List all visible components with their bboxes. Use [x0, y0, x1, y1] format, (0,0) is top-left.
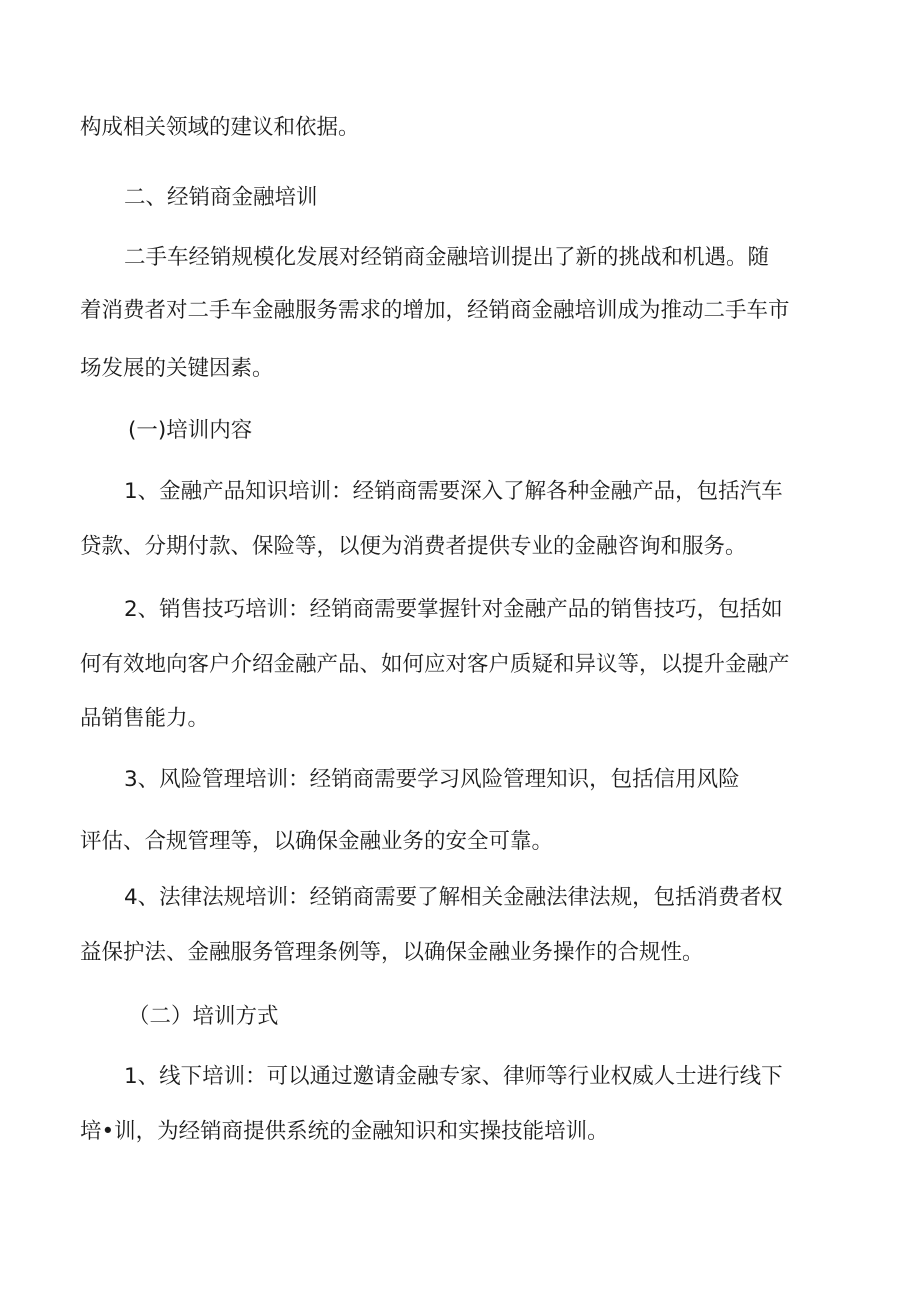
- paragraph-line: 二手车经销规模化发展对经销商金融培训提出了新的挑战和机遇。随: [124, 245, 770, 270]
- paragraph-line: 着消费者对二手车金融服务需求的增加，经销商金融培训成为推动二手车市: [80, 298, 790, 323]
- list-item-line: 3、风险管理培训：经销商需要学习风险管理知识，包括信用风险: [124, 767, 740, 792]
- list-item-line: 1、线下培训：可以通过邀请金融专家、律师等行业权威人士进行线下: [124, 1064, 783, 1089]
- list-item-line: 评估、合规管理等，以确保金融业务的安全可靠。: [80, 829, 554, 854]
- list-item-line: 1、金融产品知识培训：经销商需要深入了解各种金融产品，包括汽车: [124, 479, 783, 504]
- subsection-heading: (一)培训内容: [128, 418, 253, 443]
- paragraph-line: 场发展的关键因素。: [80, 356, 274, 381]
- paragraph-continuation-line: 构成相关领域的建议和依据。: [80, 115, 360, 140]
- list-item-line: 贷款、分期付款、保险等，以便为消费者提供专业的金融咨询和服务。: [80, 534, 747, 559]
- list-item-line: 益保护法、金融服务管理条例等，以确保金融业务操作的合规性。: [80, 940, 704, 965]
- subsection-heading: （二）培训方式: [128, 1004, 279, 1029]
- list-item-line: 何有效地向客户介绍金融产品、如何应对客户质疑和异议等，以提升金融产: [80, 652, 790, 677]
- list-item-line: 2、销售技巧培训：经销商需要掌握针对金融产品的销售技巧，包括如: [124, 597, 783, 622]
- list-item-line: 4、法律法规培训：经销商需要了解相关金融法律法规，包括消费者权: [124, 885, 783, 910]
- list-item-line: 培•训，为经销商提供系统的金融知识和实操技能培训。: [80, 1119, 609, 1144]
- list-item-line: 品销售能力。: [80, 706, 210, 731]
- section-heading: 二、经销商金融培训: [124, 185, 318, 210]
